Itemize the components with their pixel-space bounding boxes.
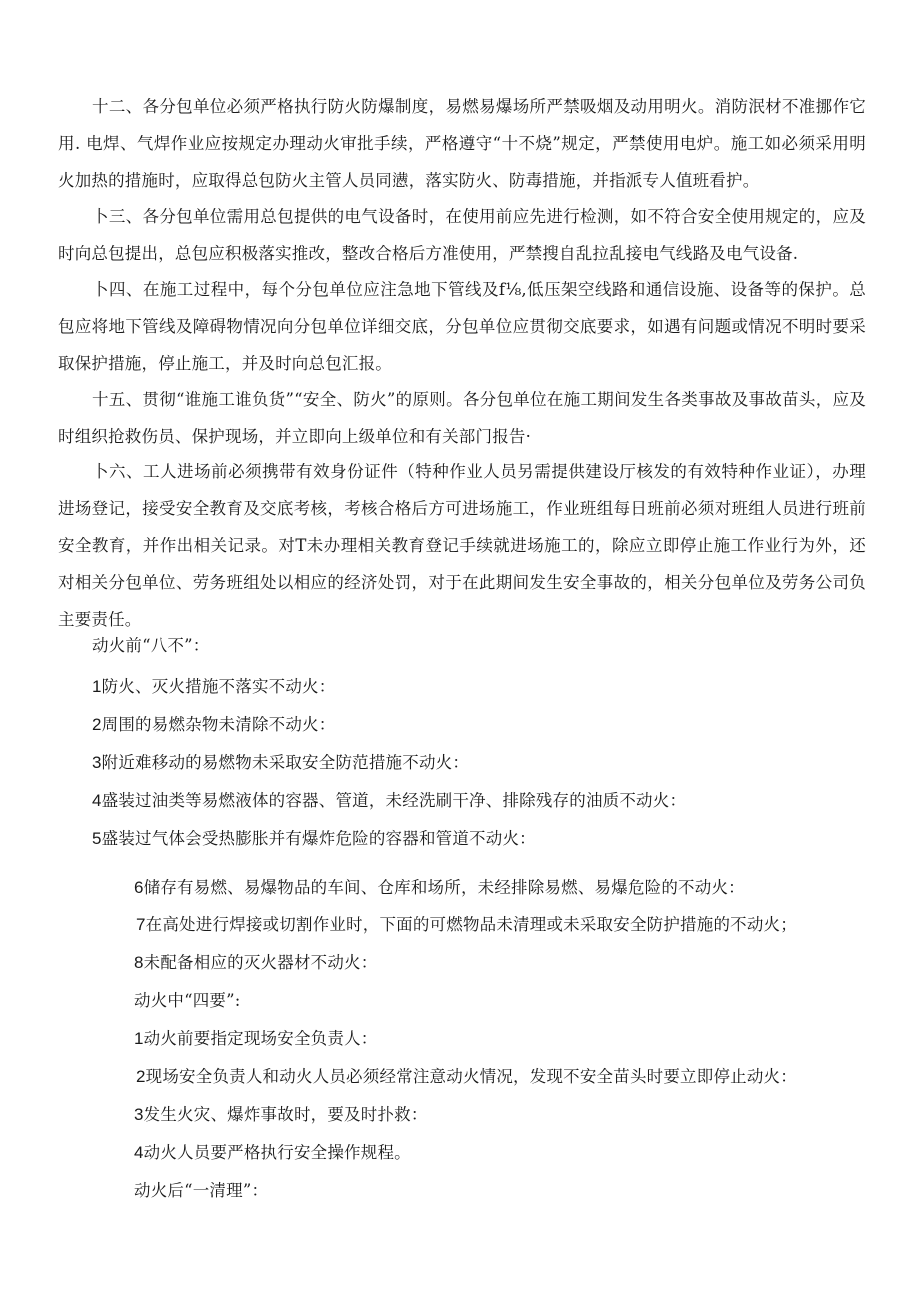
paragraph-12: 十二、各分包单位必须严格执行防火防爆制度，易燃易爆场所严禁吸烟及动用明火。消防泯材不准挪作它用. 电焊、气焊作业应按规定办理动火审批手续，严格遵守“十不烧”规定，严禁使用电炉。施工如必须采用明火加热的措施时，应取得总包防火主管人员同懑，落实防火、防毒措施，并指派专人值班看护。 [58, 97, 866, 190]
item-number: 6 [134, 878, 144, 897]
before-fire-heading: 动火前“八不”： [92, 636, 210, 655]
item-text: 在高处进行焊接或切割作业时，下面的可燃物品未清理或未采取安全防护措施的不动火； [145, 915, 797, 934]
item-number: 5 [92, 829, 102, 848]
during-item-2 [136, 1065, 797, 1089]
before-item-6 [134, 876, 745, 900]
item-number: 8 [134, 953, 144, 972]
item-number: 4 [134, 1143, 144, 1162]
item-text: 动火人员要严格执行安全操作规程。 [143, 1143, 411, 1162]
item-text: 盛装过气体会受热膨胀并有爆炸危险的容器和管道不动火： [101, 829, 536, 848]
item-number: 1 [92, 677, 102, 696]
item-text: 发生火灾、爆炸事故时，要及时扑救： [143, 1105, 428, 1124]
before-item-5 [92, 827, 536, 851]
item-number: 1 [134, 1029, 144, 1048]
item-number: 2 [136, 1067, 146, 1086]
paragraph-16: 卜六、工人进场前必须携带有效身份证件（特种作业人员另需提供建设厅核发的有效特种作业证），办理进场登记，接受安全教育及交底考核，考核合格后方可进场施工，作业班组每日班前必须对班组人员进行班前安全教育，并作出相关记录。对T未办理相关教育登记手续就进场施工的，除应立即停止施工作业行为外，还对相关分包单位、劳务班组处以相应的经济处罚，对于在此期间发生安全事故的，相关分包单位及劳务公司负主要责任。 [58, 462, 866, 629]
before-item-1 [92, 675, 335, 699]
item-text: 动火前要指定现场安全负责人： [143, 1029, 378, 1048]
paragraph-13: 卜三、各分包单位需用总包提供的电气设备时，在使用前应先进行检测，如不符合安全使用规定的，应及时向总包提出，总包应积极落实推改，整改合格后方准使用，严禁搜自乱拉乱接电气线路及电气设备. [58, 207, 866, 263]
item-number: 7 [136, 915, 146, 934]
item-text: 现场安全负责人和动火人员必须经常注意动火情况，发现不安全苗头时要立即停止动火： [145, 1067, 797, 1086]
during-item-4 [134, 1141, 411, 1165]
item-text: 盛装过油类等易燃液体的容器、管道，未经洗刷干净、排除残存的油质不动火： [101, 791, 687, 810]
during-item-3 [134, 1103, 428, 1127]
before-item-4 [92, 789, 686, 813]
before-item-3 [92, 751, 469, 775]
item-text: 防火、灭火措施不落实不动火： [101, 677, 336, 696]
before-item-8 [134, 951, 377, 975]
paragraph-15: 十五、贯彻“谁施工谁负货”“安全、防火”的原则。各分包单位在施工期间发生各类事故及事故苗头，应及时组织抢救伤员、保护现场，并立即向上级单位和有关部门报告· [58, 390, 866, 446]
item-number: 3 [92, 753, 102, 772]
item-text: 未配备相应的灭火器材不动火： [143, 953, 378, 972]
item-number: 3 [134, 1105, 144, 1124]
item-text: 周围的易燃杂物未清除不动火： [101, 715, 336, 734]
item-number: 4 [92, 791, 102, 810]
paragraph-14: 卜四、在施工过程中，每个分包单位应注急地下管线及f⅛,低压架空线路和通信设施、设备等的保护。总包应将地下管线及障碍物情况向分包单位详细交底，分包单位应贯彻交底要求，如遇有问题或情况不明时要采取保护措施，停止施工，并及时向总包汇报。 [58, 280, 866, 373]
item-number: 2 [92, 715, 102, 734]
during-fire-heading: 动火中“四要”: [134, 991, 241, 1010]
after-fire-heading: 动火后“一清理”： [134, 1181, 269, 1200]
item-text: 储存有易燃、易爆物品的车间、仓库和场所，未经排除易燃、易爆危险的不动火： [143, 878, 745, 897]
before-item-2 [92, 713, 335, 737]
during-item-1 [134, 1027, 377, 1051]
item-text: 附近难移动的易燃物未采取安全防范措施不动火： [101, 753, 470, 772]
before-item-7 [136, 913, 797, 937]
